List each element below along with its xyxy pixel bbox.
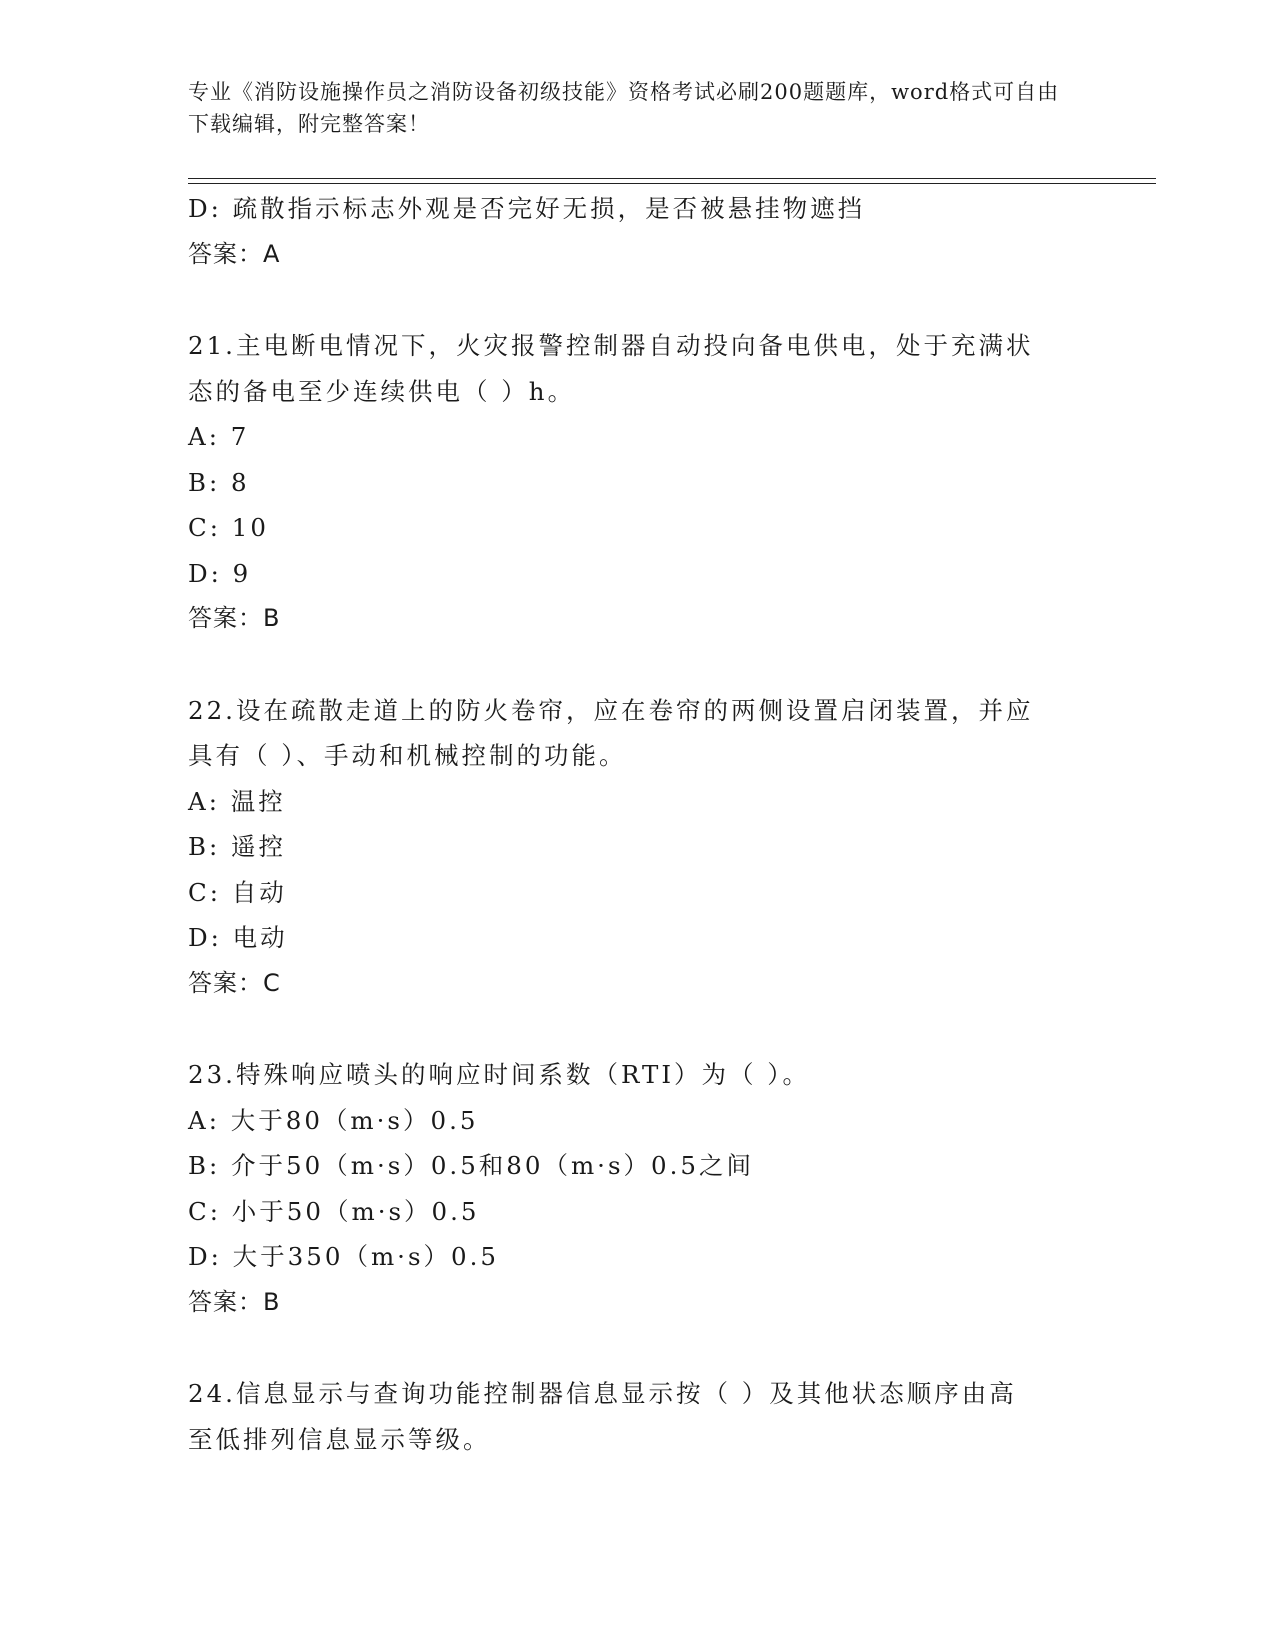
previous-question-tail <box>188 186 1088 277</box>
option-d: D: 电动 <box>188 923 288 952</box>
answer-line: 答案：A <box>188 239 281 268</box>
option-b: B: 遥控 <box>188 832 287 861</box>
option-a: A: 温控 <box>188 786 286 816</box>
question-spacer <box>188 1006 1088 1052</box>
option-b: B: 介于50（m·s）0.5和80（m·s）0.5之间 <box>188 1151 755 1180</box>
option-d: D: 9 <box>188 558 252 588</box>
question-stem: 21.主电断电情况下，火灾报警控制器自动投向备电供电，处于充满状 <box>188 331 1034 360</box>
header-rule-top <box>188 178 1156 179</box>
option-d: D: 大于350（m·s）0.5 <box>188 1242 500 1271</box>
option-c: C: 小于50（m·s）0.5 <box>188 1196 480 1226</box>
answer-line: 答案：C <box>188 968 281 997</box>
question-stem: 22.设在疏散走道上的防火卷帘，应在卷帘的两侧设置启闭装置，并应 <box>188 695 1034 725</box>
header-rule-bottom <box>188 183 1156 184</box>
question-23 <box>188 1052 1088 1325</box>
question-spacer <box>188 642 1088 688</box>
question-list <box>188 186 1088 1462</box>
question-spacer <box>188 277 1088 323</box>
answer-line: 答案：B <box>188 1287 281 1316</box>
option-d: D: 疏散指示标志外观是否完好无损，是否被悬挂物遮挡 <box>188 194 866 223</box>
question-stem: 态的备电至少连续供电（ ）h。 <box>188 376 576 406</box>
option-a: A: 大于80（m·s）0.5 <box>188 1105 479 1135</box>
question-22 <box>188 688 1088 1007</box>
question-spacer <box>188 1325 1088 1371</box>
question-stem: 23.特殊响应喷头的响应时间系数（RTI）为（ ）。 <box>188 1060 811 1089</box>
question-stem: 至低排列信息显示等级。 <box>188 1424 491 1454</box>
question-24 <box>188 1371 1088 1462</box>
option-c: C: 自动 <box>188 877 287 907</box>
document-header-note: 专业《消防设施操作员之消防设备初级技能》资格考试必刷200题题库，word格式可自由下载编辑，附完整答案！ <box>188 80 1060 136</box>
option-c: C: 10 <box>188 513 269 542</box>
question-stem: 具有（ ）、手动和机械控制的功能。 <box>188 741 627 770</box>
option-b: B: 8 <box>188 467 250 497</box>
option-a: A: 7 <box>188 422 250 451</box>
question-21 <box>188 323 1088 642</box>
question-stem: 24.信息显示与查询功能控制器信息显示按（ ）及其他状态顺序由高 <box>188 1379 1017 1408</box>
answer-line: 答案：B <box>188 604 281 632</box>
